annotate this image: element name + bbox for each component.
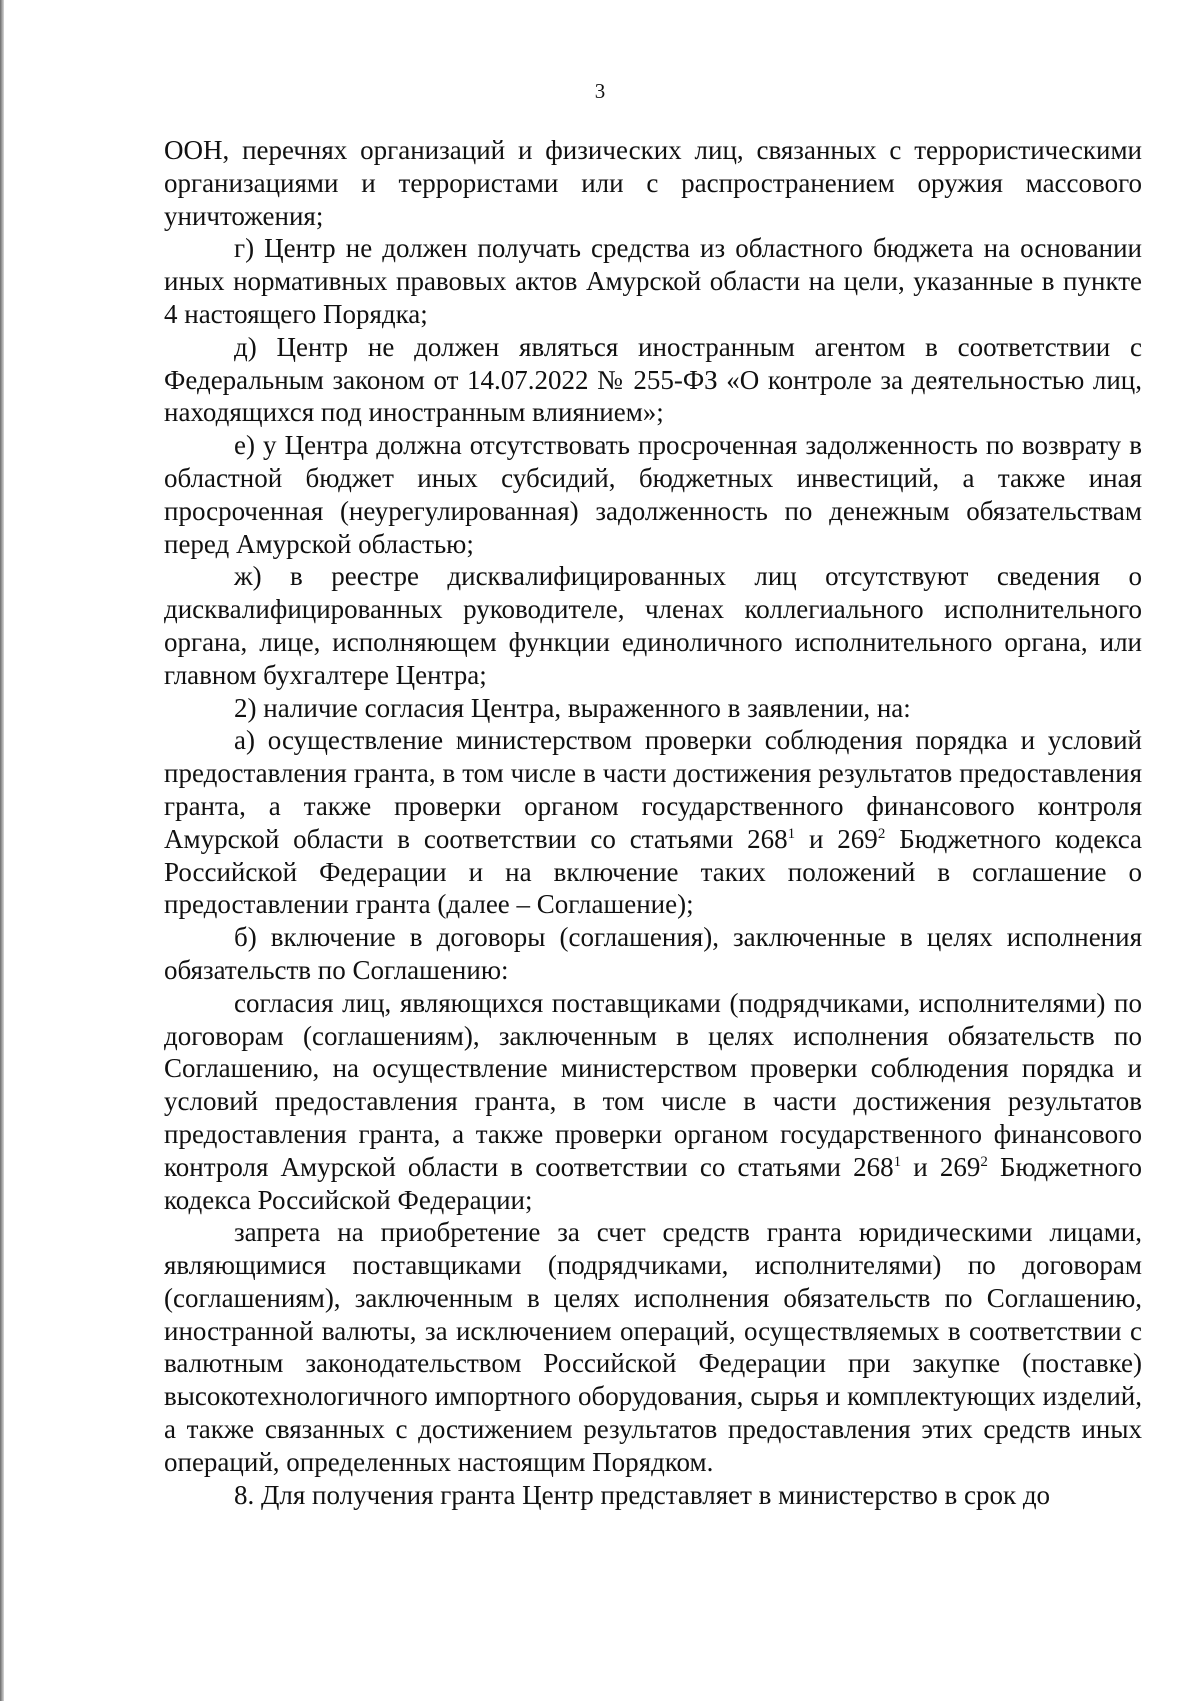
- superscript: 1: [787, 825, 796, 842]
- paragraph-consent: [164, 987, 1142, 1217]
- paragraph-continuation: ООН, перечнях организаций и физических лиц, связанных с террористическими организациями и террористами или с распространением оружия массового уничтожения;: [164, 135, 1142, 231]
- superscript: 1: [893, 1153, 902, 1170]
- paragraph-item-zh: ж) в реестре дисквалифицированных лиц отсутствуют сведения о дисквалифицированных руководителе, членах коллегиального исполнительного органа, лице, исполняющем функции единоличного исполнительного органа, или главном бухгалтере Центра;: [164, 561, 1142, 690]
- paragraph-item-8: 8. Для получения гранта Центр представляет в министерство в срок до: [234, 1479, 1051, 1510]
- paragraph-ban: запрета на приобретение за счет средств гранта юридическими лицами, являющимися поставщиками (подрядчиками, исполнителями) по договорам (соглашениям), заключенным в целях исполнения обязательств по Соглашению, иностранной валюты, за исключением операций, осуществляемых в соответствии с валютным законодательством Российской Федерации при закупке (поставке) высокотехнологичного импортного оборудования, сырья и комплектующих изделий, а также связанных с достижением результатов предоставления этих средств иных операций, определенных настоящим Порядком.: [164, 1217, 1142, 1477]
- paragraph-item-a-text: и 269: [795, 823, 878, 854]
- paragraph-item-e: е) у Центра должна отсутствовать просроченная задолженность по возврату в областной бюджет иных субсидий, бюджетных инвестиций, а также иная просроченная (неурегулированная) задолженность по денежным обязательствам перед Амурской областью;: [164, 430, 1142, 559]
- superscript: 2: [877, 825, 886, 842]
- paragraph-item-b: б) включение в договоры (соглашения), заключенные в целях исполнения обязательств по Соглашению:: [164, 922, 1142, 985]
- paragraph-item-a-text: Бюджетного кодекса Российской Федерации и на включение таких положений в соглашение о предоставлении гранта (далее – Соглашение);: [164, 823, 1142, 920]
- page-number: 3: [594, 79, 606, 103]
- paragraph-item-2: 2) наличие согласия Центра, выраженного в заявлении, на:: [234, 692, 911, 723]
- scan-edge: [0, 0, 4, 1701]
- paragraph-item-a: [164, 724, 1142, 921]
- paragraph-item-a-text: а) осуществление министерством проверки соблюдения порядка и условий предоставления гранта, в том числе в части достижения результатов предоставления гранта, а также проверки органом государственного финансового контроля Амурской области в соответствии со статьями 268: [164, 725, 1142, 854]
- paragraph-item-g: г) Центр не должен получать средства из областного бюджета на основании иных нормативных правовых актов Амурской области на цели, указанные в пункте 4 настоящего Порядка;: [164, 233, 1142, 329]
- paragraph-item-d: д) Центр не должен являться иностранным агентом в соответствии с Федеральным законом от 14.07.2022 № 255-ФЗ «О контроле за деятельностью лиц, находящихся под иностранным влиянием»;: [164, 331, 1142, 428]
- paragraph-consent-text: Бюджетного кодекса Российской Федерации;: [164, 1151, 1142, 1215]
- paragraph-consent-text: согласия лиц, являющихся поставщиками (подрядчиками, исполнителями) по договорам (соглашениям), заключенным в целях исполнения обязательств по Соглашению, на осуществление министерством проверки соблюдения порядка и условий предоставления гранта, в том числе в части достижения результатов предоставления гранта, а также проверки органом государственного финансового контроля Амурской области в соответствии со статьями 268: [164, 987, 1142, 1182]
- paragraph-consent-text: и 269: [901, 1151, 981, 1182]
- document-body: [164, 134, 1142, 1511]
- superscript: 2: [980, 1153, 988, 1170]
